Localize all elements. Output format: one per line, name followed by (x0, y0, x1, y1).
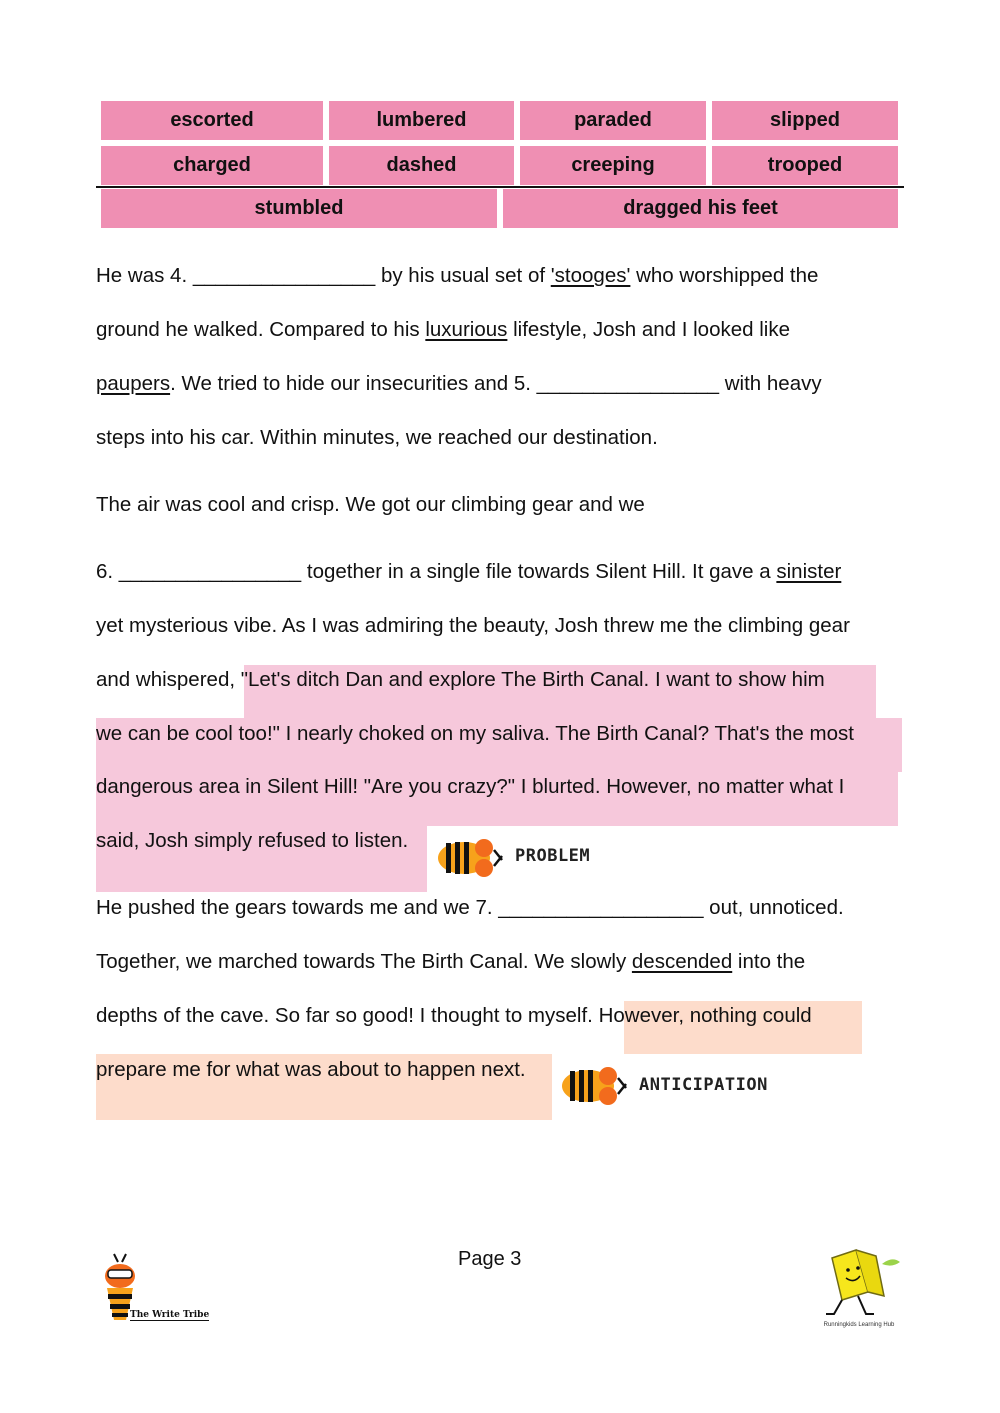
bee-icon (558, 1062, 628, 1111)
anticipation-tag: ANTICIPATION (639, 1075, 768, 1095)
word-bank-cell: dragged his feet (503, 189, 898, 228)
word-bank-cell: slipped (712, 101, 898, 140)
word-bank-cell: paraded (520, 101, 706, 140)
problem-tag: PROBLEM (515, 846, 591, 866)
vocab-word: paupers (96, 372, 171, 395)
passage-line: ground he walked. Compared to his luxurious lifestyle, Josh and I looked like (96, 318, 790, 341)
vocab-word: 'stooges' (550, 264, 631, 287)
passage-line: prepare me for what was about to happen next. (96, 1058, 526, 1081)
passage-line: He pushed the gears towards me and we 7. __________________ out, unnoticed. (96, 896, 844, 919)
passage-line: The air was cool and crisp. We got our climbing gear and we (96, 493, 645, 516)
vocab-word: luxurious (425, 318, 508, 341)
write-tribe-label: The Write Tribe (130, 1310, 210, 1320)
passage-line: steps into his car. Within minutes, we reached our destination. (96, 426, 658, 449)
learning-hub-logo (812, 1244, 906, 1344)
learning-hub-label: Runningkids Learning Hub (823, 1322, 895, 1328)
passage-line: Together, we marched towards The Birth Canal. We slowly descended into the (96, 950, 806, 973)
bee-icon (434, 834, 504, 883)
word-bank-cell: creeping (520, 146, 706, 185)
passage-line: 6. ________________ together in a single file towards Silent Hill. It gave a sinister (96, 560, 842, 583)
write-tribe-logo (96, 1250, 210, 1330)
passage-line: dangerous area in Silent Hill! "Are you crazy?" I blurted. However, no matter what I (96, 775, 845, 798)
word-bank-cell: stumbled (101, 189, 497, 228)
passage-line: paupers. We tried to hide our insecurities and 5. ________________ with heavy (96, 372, 822, 395)
table-rule (96, 186, 904, 188)
word-bank-cell: charged (101, 146, 323, 185)
page-number: Page 3 (458, 1248, 522, 1270)
passage-line: and whispered, "Let's ditch Dan and explore The Birth Canal. I want to show him (96, 668, 825, 691)
word-bank-cell: escorted (101, 101, 323, 140)
passage-line: depths of the cave. So far so good! I thought to myself. However, nothing could (96, 1004, 812, 1027)
word-bank-cell: lumbered (329, 101, 514, 140)
word-bank-cell: trooped (712, 146, 898, 185)
vocab-word: descended (631, 950, 733, 973)
word-bank-cell: dashed (329, 146, 514, 185)
passage-line: He was 4. ________________ by his usual set of 'stooges' who worshipped the (96, 264, 819, 287)
passage-line: we can be cool too!" I nearly choked on my saliva. The Birth Canal? That's the most (96, 722, 854, 745)
vocab-word: sinister (776, 560, 842, 583)
passage-line: yet mysterious vibe. As I was admiring the beauty, Josh threw me the climbing gear (96, 614, 850, 637)
passage-line: said, Josh simply refused to listen. (96, 829, 409, 852)
